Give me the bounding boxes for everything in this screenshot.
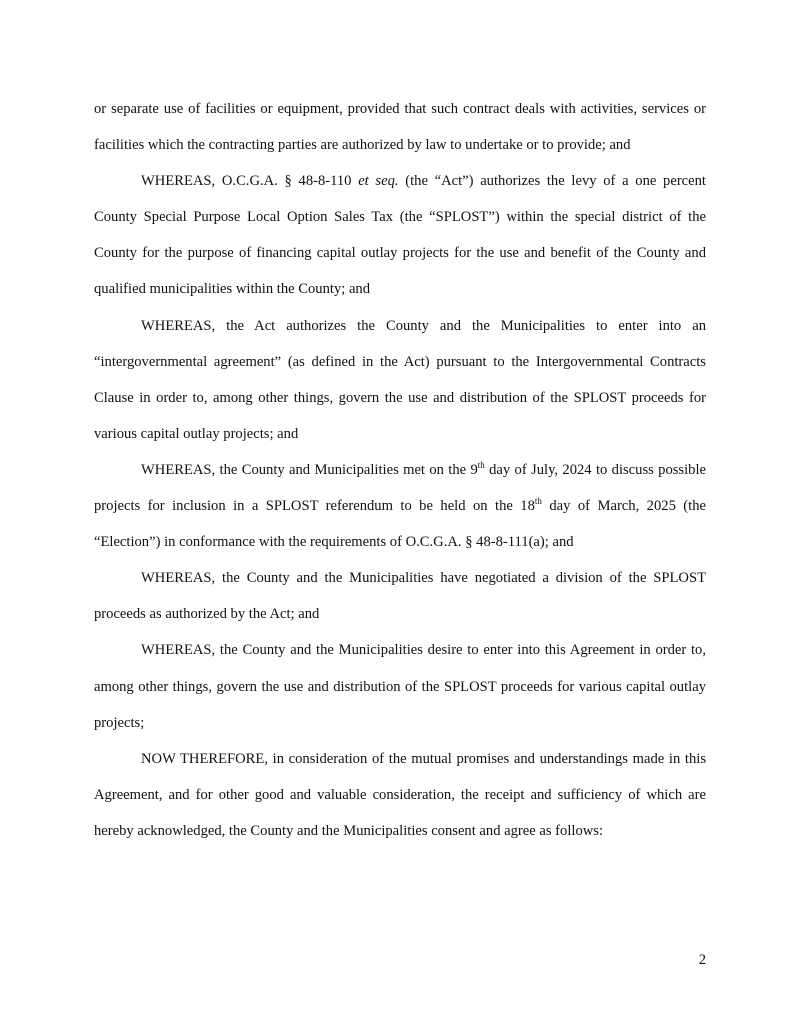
superscript-text: th — [477, 459, 485, 470]
text-run: WHEREAS, the County and the Municipalities desire to enter into this Agreement in order to, among other things, govern the use and distribution of the SPLOST proceeds for various capital outlay projects; — [94, 642, 706, 731]
paragraph — [94, 632, 706, 740]
page-number: 2 — [698, 952, 706, 968]
paragraph — [94, 452, 706, 560]
text-run: WHEREAS, the Act authorizes the County and the Municipalities to enter into an “intergovernmental agreement” (as defined in the Act) pursuant to the Intergovernmental Contracts Clause in order to, among other things, govern the use and distribution of the SPLOST proceeds for various capital outlay projects; and — [94, 317, 706, 442]
paragraph — [94, 741, 706, 849]
paragraph — [94, 308, 706, 452]
body-text — [94, 91, 706, 849]
text-run: WHEREAS, the County and the Municipalities have negotiated a division of the SPLOST proceeds as authorized by the Act; and — [94, 570, 706, 623]
text-run: (the “Act”) authorizes the levy of a one percent County Special Purpose Local Option Sales Tax (the “SPLOST”) within the special district of the County for the purpose of financing capital outlay projects for the use and benefit of the County and qualified municipalities within the County; and — [94, 173, 706, 298]
italic-text: et seq. — [358, 173, 399, 190]
text-run: WHEREAS, the County and Municipalities met on the 9 — [141, 461, 478, 478]
text-run: NOW THEREFORE, in consideration of the mutual promises and understandings made in this Agreement, and for other good and valuable consideration, the receipt and sufficiency of which are hereby acknowledged, the County and the Municipalities consent and agree as follows: — [94, 750, 706, 839]
text-run: or separate use of facilities or equipment, provided that such contract deals with activities, services or facilities which the contracting parties are authorized by law to undertake or to provide; and — [94, 101, 706, 154]
text-run: day of March, 2025 (the “Election”) in conformance with the requirements of O.C.G.A. § 48-8-111(a); and — [94, 498, 706, 551]
text-run: WHEREAS, O.C.G.A. § 48-8-110 — [141, 173, 359, 190]
text-run: day of July, 2024 to discuss possible projects for inclusion in a SPLOST referendum to be held on the 18 — [94, 461, 706, 515]
paragraph — [94, 163, 706, 307]
paragraph — [94, 560, 706, 632]
superscript-text: th — [534, 496, 542, 507]
paragraph — [94, 91, 706, 163]
